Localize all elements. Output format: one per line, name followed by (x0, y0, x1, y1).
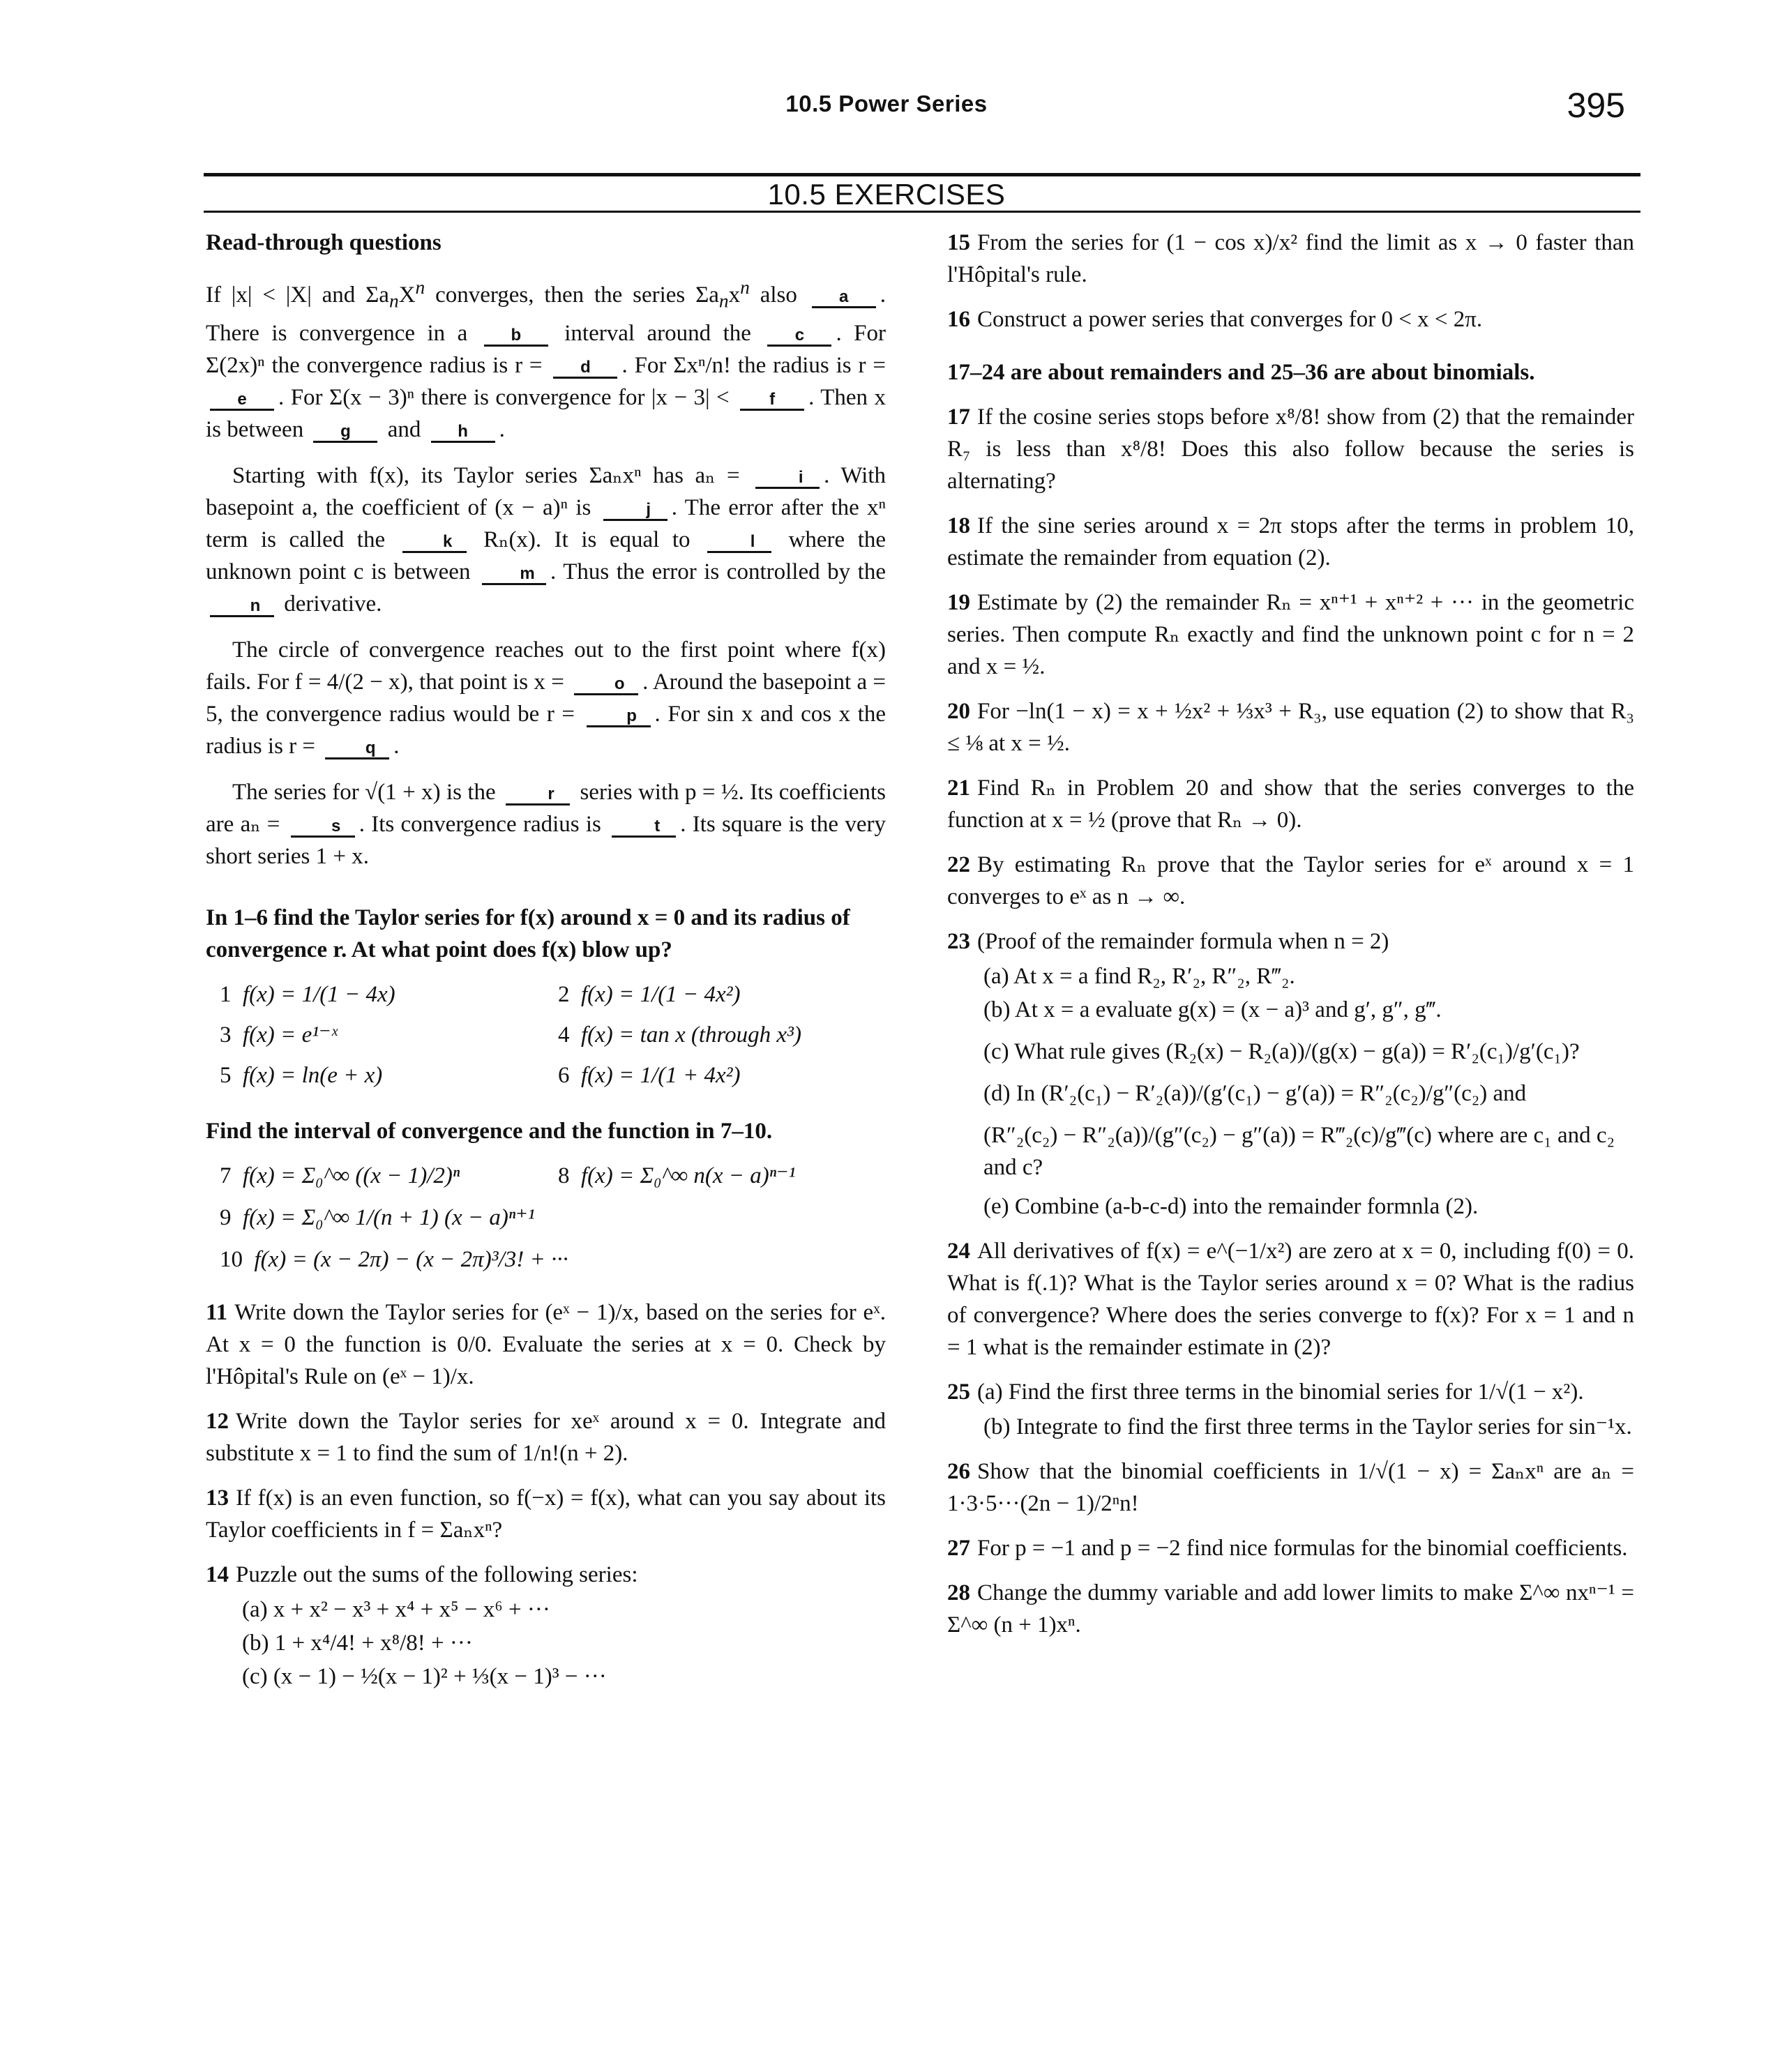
problem-23b: (b) At x = a evaluate g(x) = (x − a)³ and g′, g″, g‴. (983, 997, 1442, 1022)
readthrough-heading: Read-through questions (206, 230, 442, 255)
problem-10: 10 f(x) = (x − 2π) − (x − 2π)³/3! + ··· (220, 1246, 568, 1272)
blank-j: j (603, 501, 667, 521)
readthrough-paragraph-1: If |x| < |X| and $\Sigma a_nX^n$ converges, then the series $\Sigma a_nx^n$ also a . There is convergence in a b interval around the c . For Σ(2x)ⁿ the convergence radius is r = d . For Σxⁿ/n! the radius is r = e . For Σ(x − 3)ⁿ there is convergence for |x − 3| < f . Then x is between g and h . (206, 276, 886, 442)
blank-g: g (313, 423, 377, 443)
problem-16: 16 Construct a power series that converges for 0 < x < 2π. (947, 307, 1483, 332)
readthrough-paragraph-2: Starting with f(x), its Taylor series Σaₙxⁿ has aₙ = i . With basepoint a, the coefficient of (x − a)ⁿ is j . The error after the xⁿ term is called the k Rₙ(x). It is equal to l where the unknown point c is between m . Thus the error is controlled by the n derivative. (206, 462, 886, 617)
blank-l: l (707, 533, 771, 553)
problem-20: 20 For −ln(1 − x) = x + ½x² + ⅓x³ + R₃, use equation (2) to show that R₃ ≤ ⅛ at x = ½. (947, 699, 1634, 756)
problem-4: 4 f(x) = tan x (through x³) (558, 1022, 801, 1048)
right-column (947, 227, 1634, 1654)
section-title: 10.5 EXERCISES (767, 178, 1006, 211)
problem-13: 13 If f(x) is an even function, so f(−x) = f(x), what can you say about its Taylor coefficients in f = Σaₙxⁿ? (206, 1485, 886, 1543)
blank-n: n (210, 597, 274, 617)
top-rule (204, 173, 1640, 176)
problem-19: 19 Estimate by (2) the remainder Rₙ = xⁿ⁺¹ + xⁿ⁺² + ··· in the geometric series. Then compute Rₙ exactly and find the unknown point c for n = 2 and x = ½. (947, 590, 1634, 679)
page-number: 395 (1567, 86, 1625, 125)
problem-15: 15 From the series for (1 − cos x)/x² find the limit as x → 0 faster than l'Hôpital's rule. (947, 230, 1634, 287)
blank-c: c (767, 326, 831, 347)
blank-f: f (740, 391, 804, 411)
section-rule (204, 211, 1640, 213)
taylor-problems (220, 978, 886, 1091)
interval-problems-row (220, 1160, 886, 1192)
blank-m: m (482, 565, 546, 585)
problem-23: 23 (Proof of the remainder formula when n = 2) (947, 929, 1389, 954)
problem-22: 22 By estimating Rₙ prove that the Taylor series for eˣ around x = 1 converges to eˣ as n → ∞. (947, 852, 1634, 909)
problem-8: 8 f(x) = Σ₀^∞ n(x − a)ⁿ⁻¹ (558, 1163, 796, 1188)
blank-i: i (755, 469, 820, 489)
blank-q: q (325, 739, 389, 759)
problem-17: 17 If the cosine series stops before x⁸/8! show from (2) that the remainder R₇ is less than x⁸/8! Does this also follow because the series is alternating? (947, 404, 1634, 494)
blank-a: a (812, 288, 876, 308)
problem-26: 26 Show that the binomial coefficients in 1/√(1 − x) = Σaₙxⁿ are aₙ = 1·3·5···(2n − 1)/2ⁿn! (947, 1459, 1634, 1516)
blank-p: p (587, 707, 651, 727)
left-column (206, 227, 886, 1694)
readthrough-paragraph-3: The circle of convergence reaches out to the first point where f(x) fails. For f = 4/(2 − x), that point is x = o . Around the basepoint a = 5, the convergence radius would be r = p . For sin x and cos x the radius is r = q . (206, 637, 886, 759)
blank-s: s (291, 817, 355, 838)
blank-r: r (506, 785, 570, 806)
taylor-heading: In 1–6 find the Taylor series for f(x) around x = 0 and its radius of convergence r. At what point does f(x) blow up? (206, 905, 850, 962)
problem-5: 5 f(x) = ln(e + x) (220, 1062, 383, 1088)
problem-23d-cont: (R″₂(c₂) − R″₂(a))/(g″(c₂) − g″(a)) = R‴₂(c)/g‴(c) where are c₁ and c₂ and c? (983, 1123, 1615, 1180)
interval-heading: Find the interval of convergence and the function in 7–10. (206, 1118, 773, 1144)
blank-o: o (574, 675, 638, 695)
problem-27: 27 For p = −1 and p = −2 find nice formulas for the binomial coefficients. (947, 1536, 1628, 1561)
problem-24: 24 All derivatives of f(x) = e^(−1/x²) are zero at x = 0, including f(0) = 0. What is f(.1)? What is the Taylor series around x = 0? What is the radius of convergence? Where does the series converge to f(x)? For x = 1 and n = 1 what is the remainder estimate in (2)? (947, 1239, 1634, 1360)
blank-t: t (612, 817, 676, 838)
blank-e: e (210, 391, 274, 411)
problem-12: 12 Write down the Taylor series for xeˣ around x = 0. Integrate and substitute x = 1 to find the sum of 1/n!(n + 2). (206, 1408, 886, 1466)
problem-14: 14 Puzzle out the sums of the following series: (206, 1561, 638, 1587)
problem-18: 18 If the sine series around x = 2π stops after the terms in problem 10, estimate the remainder from equation (2). (947, 513, 1634, 570)
problem-23e: (e) Combine (a-b-c-d) into the remainder formnla (2). (983, 1194, 1479, 1219)
problem-14b: (b) 1 + x⁴/4! + x⁸/8! + ··· (242, 1630, 473, 1656)
blank-d: d (553, 358, 617, 379)
problem-7: 7 f(x) = Σ₀^∞ ((x − 1)/2)ⁿ (220, 1163, 460, 1188)
problem-23d: (d) In (R′₂(c₁) − R′₂(a))/(g′(c₁) − g′(a)) = R″₂(c₂)/g″(c₂) and (983, 1081, 1527, 1106)
running-title: 10.5 Power Series (785, 91, 988, 116)
problem-3: 3 f(x) = e¹⁻ˣ (220, 1022, 338, 1048)
blank-h: h (431, 423, 495, 443)
blank-k: k (402, 533, 467, 553)
problem-28: 28 Change the dummy variable and add lower limits to make Σ^∞ nxⁿ⁻¹ = Σ^∞ (n + 1)xⁿ. (947, 1580, 1634, 1638)
problem-2: 2 f(x) = 1/(1 − 4x²) (558, 981, 741, 1007)
problem-23a: (a) At x = a find R₂, R′₂, R″₂, R‴₂. (983, 964, 1295, 989)
readthrough-paragraph-4: The series for √(1 + x) is the r series with p = ½. Its coefficients are aₙ = s . Its convergence radius is t . Its square is the very short series 1 + x. (206, 779, 886, 869)
problem-1: 1 f(x) = 1/(1 − 4x) (220, 981, 395, 1007)
problem-14a: (a) x + x² − x³ + x⁴ + x⁵ − x⁶ + ··· (242, 1596, 550, 1622)
problem-25b: (b) Integrate to find the first three terms in the Taylor series for sin⁻¹x. (983, 1414, 1632, 1439)
problem-14c: (c) (x − 1) − ½(x − 1)² + ⅓(x − 1)³ − ··· (242, 1663, 607, 1689)
problem-25: 25 (a) Find the first three terms in the binomial series for 1/√(1 − x²). (947, 1379, 1584, 1405)
blank-b: b (484, 326, 548, 347)
problem-21: 21 Find Rₙ in Problem 20 and show that the series converges to the function at x = ½ (prove that Rₙ → 0). (947, 776, 1634, 833)
problem-23c: (c) What rule gives (R₂(x) − R₂(a))/(g(x) − g(a)) = R′₂(c₁)/g′(c₁)? (983, 1039, 1580, 1064)
problem-6: 6 f(x) = 1/(1 + 4x²) (558, 1062, 741, 1088)
problem-11: 11 Write down the Taylor series for (eˣ − 1)/x, based on the series for eˣ. At x = 0 the function is 0/0. Evaluate the series at x = 0. Check by l'Hôpital's Rule on (eˣ − 1)/x. (206, 1299, 886, 1389)
remainder-heading: 17–24 are about remainders and 25–36 are about binomials. (947, 360, 1535, 385)
problem-9: 9 f(x) = Σ₀^∞ 1/(n + 1) (x − a)ⁿ⁺¹ (220, 1204, 535, 1230)
